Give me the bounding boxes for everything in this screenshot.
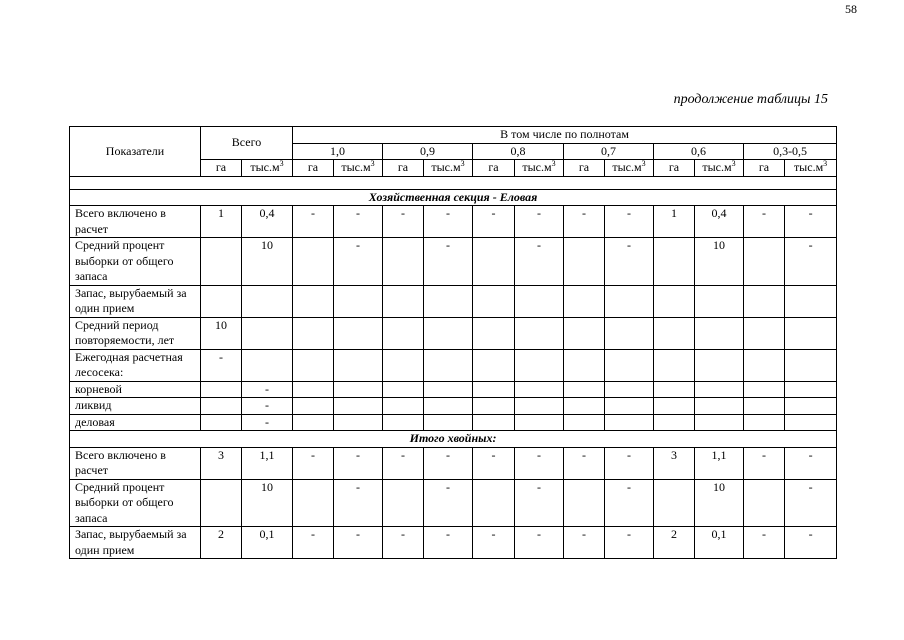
unit-volume-text: тыс.м [431, 160, 461, 174]
table-cell [605, 381, 654, 398]
table-cell [242, 285, 293, 317]
table-cell: - [334, 527, 383, 559]
table-cell [515, 398, 564, 415]
table-cell: - [293, 447, 334, 479]
page-number: 58 [845, 2, 857, 16]
table-cell [201, 238, 242, 286]
header-density: 0,9 [383, 143, 473, 160]
table-cell: 10 [242, 479, 293, 527]
table-cell [654, 414, 695, 431]
header-unit-ha: га [473, 160, 515, 177]
table-cell: - [744, 206, 785, 238]
table-cell: - [473, 206, 515, 238]
table-cell [473, 414, 515, 431]
table-row [70, 447, 837, 479]
table-row [70, 317, 837, 349]
table-cell [334, 317, 383, 349]
table-cell: - [473, 447, 515, 479]
row-label: Средний процент выборки от общего запаса [70, 238, 201, 286]
table-cell [515, 349, 564, 381]
table-cell [564, 414, 605, 431]
table-cell: 0,4 [695, 206, 744, 238]
table-cell [654, 479, 695, 527]
table-cell [515, 414, 564, 431]
table-cell [654, 317, 695, 349]
table-cell [785, 285, 837, 317]
table-cell: 10 [242, 238, 293, 286]
table-cell [744, 349, 785, 381]
header-unit-volume [334, 160, 383, 177]
row-label: Ежегодная расчетная лесосека: [70, 349, 201, 381]
table-cell: 3 [654, 447, 695, 479]
table-cell: - [515, 479, 564, 527]
table-cell: - [744, 527, 785, 559]
table-cell [424, 349, 473, 381]
table-cell [785, 317, 837, 349]
table-cell [383, 414, 424, 431]
table-cell [744, 398, 785, 415]
table-cell [654, 285, 695, 317]
row-label: Запас, вырубаемый за один прием [70, 285, 201, 317]
section-title: Хозяйственная секция - Еловая [70, 189, 837, 206]
table-cell [744, 414, 785, 431]
table-cell [242, 317, 293, 349]
table-cell [201, 381, 242, 398]
unit-volume-exponent: 3 [641, 159, 646, 168]
table-cell [654, 238, 695, 286]
table-row [70, 238, 837, 286]
table-cell: - [242, 414, 293, 431]
table-cell [383, 238, 424, 286]
table-cell [293, 317, 334, 349]
table-cell [515, 285, 564, 317]
table-cell: 10 [201, 317, 242, 349]
table-cell [201, 285, 242, 317]
unit-volume-text: тыс.м [702, 160, 732, 174]
table-cell: 0,4 [242, 206, 293, 238]
table-cell: - [605, 479, 654, 527]
table-cell [293, 349, 334, 381]
table-cell [473, 479, 515, 527]
table-cell: 2 [201, 527, 242, 559]
table-cell [744, 479, 785, 527]
unit-volume-exponent: 3 [823, 159, 828, 168]
header-unit-ha: га [744, 160, 785, 177]
table-cell [293, 479, 334, 527]
table-cell: - [744, 447, 785, 479]
table-cell: 1,1 [695, 447, 744, 479]
table-caption: продолжение таблицы 15 [673, 92, 828, 107]
table-cell [424, 414, 473, 431]
table-cell [564, 479, 605, 527]
header-unit-ha: га [654, 160, 695, 177]
table-cell: 10 [695, 238, 744, 286]
table-cell [383, 398, 424, 415]
table-row [70, 414, 837, 431]
table-cell [695, 349, 744, 381]
table-cell: - [564, 447, 605, 479]
table-cell [473, 285, 515, 317]
table-cell: - [515, 238, 564, 286]
table-cell: - [424, 447, 473, 479]
table-cell [473, 317, 515, 349]
table-cell [334, 414, 383, 431]
table-cell: 3 [201, 447, 242, 479]
unit-volume-exponent: 3 [370, 159, 375, 168]
table-cell [424, 317, 473, 349]
table-cell: - [785, 447, 837, 479]
table-row [70, 398, 837, 415]
table-cell [744, 285, 785, 317]
unit-volume-text: тыс.м [522, 160, 552, 174]
table-cell [334, 398, 383, 415]
table-cell [564, 238, 605, 286]
table-cell [383, 285, 424, 317]
table-cell [695, 285, 744, 317]
unit-volume-text: тыс.м [341, 160, 371, 174]
header-unit-volume [605, 160, 654, 177]
table-cell: - [293, 206, 334, 238]
row-label: Средний период повторяемости, лет [70, 317, 201, 349]
table-cell [605, 414, 654, 431]
table-cell: - [424, 238, 473, 286]
header-unit-volume [785, 160, 837, 177]
spacer-cell [70, 176, 837, 189]
header-unit-ha: га [564, 160, 605, 177]
section-title: Итого хвойных: [70, 431, 837, 448]
table-cell: - [334, 447, 383, 479]
table-cell [654, 398, 695, 415]
table-cell [785, 414, 837, 431]
table-cell: - [564, 527, 605, 559]
table-cell [293, 238, 334, 286]
table-cell [334, 381, 383, 398]
table-cell [654, 381, 695, 398]
table-cell: - [515, 447, 564, 479]
table-cell [515, 317, 564, 349]
table-cell [383, 317, 424, 349]
table-cell: - [564, 206, 605, 238]
section-row [70, 431, 837, 448]
table-cell: - [424, 527, 473, 559]
table-body [70, 176, 837, 559]
header-unit-volume [695, 160, 744, 177]
table-cell: 0,1 [695, 527, 744, 559]
table-cell [564, 398, 605, 415]
table-cell: 2 [654, 527, 695, 559]
table-cell [654, 349, 695, 381]
row-label: ликвид [70, 398, 201, 415]
table-cell [293, 398, 334, 415]
table-cell: - [785, 206, 837, 238]
table-cell: - [605, 238, 654, 286]
header-unit-volume [242, 160, 293, 177]
table-cell: - [473, 527, 515, 559]
table-row [70, 479, 837, 527]
table-cell [201, 414, 242, 431]
unit-volume-text: тыс.м [250, 160, 280, 174]
table-cell [473, 238, 515, 286]
table-cell [695, 414, 744, 431]
table-cell: 1 [654, 206, 695, 238]
row-label: Средний процент выборки от общего запаса [70, 479, 201, 527]
table-cell: - [605, 447, 654, 479]
table-cell: 1,1 [242, 447, 293, 479]
table-cell [744, 381, 785, 398]
table-cell: 10 [695, 479, 744, 527]
table-cell: - [242, 381, 293, 398]
table-cell [695, 398, 744, 415]
table-cell [473, 398, 515, 415]
table-cell [383, 479, 424, 527]
table-cell [293, 285, 334, 317]
header-density: 0,6 [654, 143, 744, 160]
table-cell: - [201, 349, 242, 381]
table-cell [383, 381, 424, 398]
table-cell: - [424, 206, 473, 238]
table-cell: - [515, 527, 564, 559]
header-density: 0,3-0,5 [744, 143, 837, 160]
header-total: Всего [201, 127, 293, 160]
table-cell [695, 381, 744, 398]
table-cell [334, 285, 383, 317]
table-cell: - [605, 206, 654, 238]
table-cell: - [293, 527, 334, 559]
header-unit-volume [515, 160, 564, 177]
table-cell [424, 398, 473, 415]
header-unit-ha: га [201, 160, 242, 177]
table-cell [744, 317, 785, 349]
table-cell: - [515, 206, 564, 238]
table-cell [242, 349, 293, 381]
row-label: корневой [70, 381, 201, 398]
table-cell: 1 [201, 206, 242, 238]
row-label: Запас, вырубаемый за один прием [70, 527, 201, 559]
row-label: Всего включено в расчет [70, 447, 201, 479]
row-label: Всего включено в расчет [70, 206, 201, 238]
table-cell [605, 398, 654, 415]
table-cell [424, 381, 473, 398]
table-cell: - [334, 206, 383, 238]
table-cell: - [785, 479, 837, 527]
section-row [70, 189, 837, 206]
table-cell [564, 349, 605, 381]
header-density: 0,7 [564, 143, 654, 160]
header-unit-volume [424, 160, 473, 177]
table-cell [564, 317, 605, 349]
table-cell: - [785, 527, 837, 559]
unit-volume-exponent: 3 [460, 159, 465, 168]
header-indicators: Показатели [70, 127, 201, 177]
data-table [69, 126, 837, 559]
table-cell [201, 398, 242, 415]
spacer-row [70, 176, 837, 189]
table-row [70, 527, 837, 559]
table-cell [605, 349, 654, 381]
table-cell [564, 381, 605, 398]
unit-volume-exponent: 3 [731, 159, 736, 168]
table-cell [473, 381, 515, 398]
table-cell [785, 349, 837, 381]
header-density: 0,8 [473, 143, 564, 160]
table-cell [515, 381, 564, 398]
table-cell [785, 398, 837, 415]
table-row [70, 381, 837, 398]
header-including: В том числе по полнотам [293, 127, 837, 144]
table-row [70, 206, 837, 238]
table-cell [605, 285, 654, 317]
table-cell [695, 317, 744, 349]
table-cell: - [334, 238, 383, 286]
table-cell [473, 349, 515, 381]
table-cell: - [383, 527, 424, 559]
table-row [70, 285, 837, 317]
unit-volume-text: тыс.м [612, 160, 642, 174]
table-cell: - [383, 447, 424, 479]
unit-volume-exponent: 3 [551, 159, 556, 168]
row-label: деловая [70, 414, 201, 431]
table-cell: 0,1 [242, 527, 293, 559]
table-cell [293, 414, 334, 431]
unit-volume-text: тыс.м [793, 160, 824, 174]
header-density: 1,0 [293, 143, 383, 160]
table-cell [785, 381, 837, 398]
table-cell: - [383, 206, 424, 238]
table-cell [383, 349, 424, 381]
table-cell: - [785, 238, 837, 286]
table-cell: - [242, 398, 293, 415]
table-row [70, 349, 837, 381]
table-cell: - [424, 479, 473, 527]
table-cell [744, 238, 785, 286]
table-cell [293, 381, 334, 398]
table-cell [564, 285, 605, 317]
header-unit-ha: га [293, 160, 334, 177]
table-cell: - [334, 479, 383, 527]
table-cell [334, 349, 383, 381]
table-cell [605, 317, 654, 349]
unit-volume-exponent: 3 [279, 159, 284, 168]
table-cell [424, 285, 473, 317]
table-cell: - [605, 527, 654, 559]
header-unit-ha: га [383, 160, 424, 177]
table-cell [201, 479, 242, 527]
